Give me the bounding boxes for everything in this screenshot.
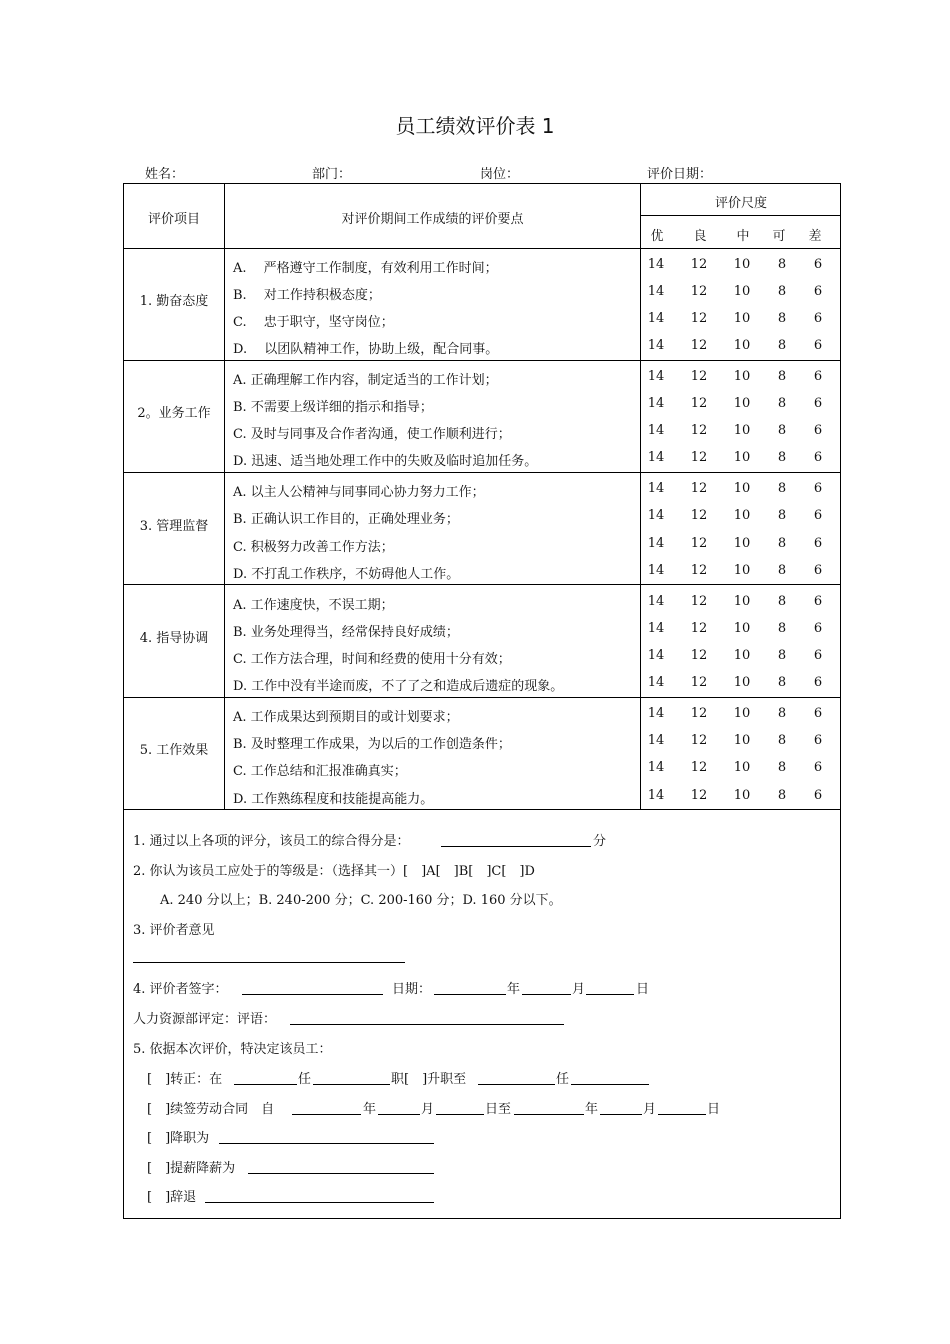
score-option[interactable]: 10 [733,257,751,272]
score-option[interactable]: 8 [777,675,787,690]
grade-fair: 可 [772,229,786,244]
score-option[interactable]: 8 [777,481,787,496]
department-label: 部门： [312,167,352,182]
score-option[interactable]: 12 [690,423,708,438]
score-option[interactable]: 8 [777,450,787,465]
year-field[interactable] [434,994,506,995]
score-option[interactable]: 8 [777,508,787,523]
signature-label: 4. 评价者签字： [133,982,228,997]
score-option[interactable]: 10 [733,733,751,748]
evaluation-point: B. 业务处理得当，经常保持良好成绩； [233,625,459,640]
score-option[interactable]: 6 [813,675,823,690]
promote-position-field[interactable] [571,1084,649,1085]
score-option[interactable]: 6 [813,563,823,578]
evaluation-point: A. 工作速度快，不误工期； [233,598,394,613]
score-option[interactable]: 14 [647,396,665,411]
renew-from-month-label: 月 [421,1102,435,1117]
score-option[interactable]: 14 [647,284,665,299]
score-option[interactable]: 10 [733,369,751,384]
score-option[interactable]: 8 [777,311,787,326]
score-option[interactable]: 12 [690,369,708,384]
evaluation-point: C. 积极努力改善工作方法； [233,540,394,555]
score-option[interactable]: 14 [647,257,665,272]
renew-from-month-field[interactable] [378,1114,420,1115]
score-option[interactable]: 14 [647,369,665,384]
grade-poor: 差 [808,229,822,244]
score-option[interactable]: 14 [647,563,665,578]
score-option[interactable]: 10 [733,481,751,496]
decision-label: 5. 依据本次评价，特决定该员工： [133,1042,332,1057]
section-title: 2。业务工作 [137,406,211,421]
renew-to-year-field[interactable] [514,1114,584,1115]
year-label: 年 [507,982,521,997]
score-option[interactable]: 10 [733,788,751,803]
score-option[interactable]: 10 [733,338,751,353]
score-option[interactable]: 6 [813,481,823,496]
score-option[interactable]: 6 [813,788,823,803]
score-option[interactable]: 14 [647,450,665,465]
score-option[interactable]: 12 [690,594,708,609]
score-option[interactable]: 10 [733,311,751,326]
divider [123,697,841,698]
divider [640,215,841,216]
score-option[interactable]: 10 [733,594,751,609]
section-title: 5. 工作效果 [139,743,209,758]
evaluation-point: D. 以团队精神工作，协助上级，配合同事。 [233,342,499,357]
score-option[interactable]: 6 [813,257,823,272]
score-option[interactable]: 6 [813,396,823,411]
regularize-option[interactable]: [ ]转正：在 [147,1072,223,1087]
renew-from-year-label: 年 [363,1102,377,1117]
divider [123,472,841,473]
score-option[interactable]: 12 [690,760,708,775]
score-option[interactable]: 8 [777,423,787,438]
divider [123,360,841,361]
grade-good: 良 [693,229,707,244]
regularize-position-field[interactable] [313,1084,390,1085]
score-option[interactable]: 14 [647,423,665,438]
demote-option[interactable]: [ ]降职为 [147,1131,210,1146]
scale-header: 评价尺度 [714,196,767,211]
hr-comment-label: 人力资源部评定：评语： [133,1012,277,1027]
score-option[interactable]: 8 [777,648,787,663]
evaluation-point: D. 不打乱工作秩序，不妨碍他人工作。 [233,567,460,582]
score-option[interactable]: 10 [733,648,751,663]
score-option[interactable]: 8 [777,621,787,636]
score-option[interactable]: 6 [813,648,823,663]
score-option[interactable]: 6 [813,284,823,299]
name-label: 姓名： [145,167,185,182]
divider [123,584,841,585]
score-option[interactable]: 12 [690,338,708,353]
score-option[interactable]: 12 [690,481,708,496]
regularize-dept-field[interactable] [234,1084,297,1085]
score-option[interactable]: 6 [813,594,823,609]
evaluation-point: A. 正确理解工作内容，制定适当的工作计划； [233,373,498,388]
score-option[interactable]: 6 [813,706,823,721]
day-field[interactable] [586,994,634,995]
promote-position-label: 任 [556,1072,570,1087]
score-option[interactable]: 14 [647,594,665,609]
renew-to-month-field[interactable] [600,1114,642,1115]
score-option[interactable]: 6 [813,423,823,438]
score-option[interactable]: 12 [690,563,708,578]
evaluation-point: A. 工作成果达到预期目的或计划要求； [233,710,459,725]
evaluation-point: D. 工作中没有半途而废，不了了之和造成后遗症的现象。 [233,679,564,694]
score-option[interactable]: 10 [733,563,751,578]
score-option[interactable]: 8 [777,788,787,803]
score-option[interactable]: 12 [690,621,708,636]
score-option[interactable]: 14 [647,621,665,636]
total-score-field[interactable] [441,846,591,847]
score-option[interactable]: 10 [733,536,751,551]
renew-to-month-label: 月 [643,1102,657,1117]
evaluation-point: A. 严格遵守工作制度，有效利用工作时间； [233,261,498,276]
salary-adjust-field[interactable] [248,1173,434,1174]
score-option[interactable]: 8 [777,760,787,775]
score-option[interactable]: 14 [647,648,665,663]
demote-field[interactable] [219,1143,434,1144]
dismiss-option[interactable]: [ ]辞退 [147,1190,197,1205]
score-option[interactable]: 10 [733,760,751,775]
score-option[interactable]: 10 [733,396,751,411]
divider [123,248,841,249]
score-option[interactable]: 14 [647,481,665,496]
date-label: 日期： [392,982,432,997]
hr-comment-field[interactable] [290,1024,564,1025]
score-option[interactable]: 6 [813,338,823,353]
renew-from-day-field[interactable] [436,1114,484,1115]
renew-to-year-label: 年 [585,1102,599,1117]
score-option[interactable]: 10 [733,621,751,636]
evaluation-point: C. 工作总结和汇报准确真实； [233,764,407,779]
score-option[interactable]: 8 [777,284,787,299]
score-option[interactable]: 8 [777,257,787,272]
score-option[interactable]: 8 [777,338,787,353]
total-score-unit: 分 [593,834,607,849]
evaluation-point: B. 对工作持积极态度； [233,288,381,303]
score-option[interactable]: 14 [647,733,665,748]
grade-excellent: 优 [650,229,664,244]
score-option[interactable]: 8 [777,396,787,411]
divider [224,183,225,809]
evaluation-point: B. 及时整理工作成果，为以后的工作创造条件； [233,737,511,752]
section-title: 3. 管理监督 [139,519,209,534]
score-option[interactable]: 10 [733,450,751,465]
score-option[interactable]: 10 [733,706,751,721]
grade-question: 2. 你认为该员工应处于的等级是：（选择其一）[ ]A[ ]B[ ]C[ ]D [133,864,535,879]
day-label: 日 [636,982,650,997]
score-option[interactable]: 12 [690,675,708,690]
grade-average: 中 [736,229,750,244]
score-option[interactable]: 6 [813,450,823,465]
evaluation-date-label: 评价日期： [647,167,713,182]
position-label: 岗位： [480,167,520,182]
score-option[interactable]: 14 [647,706,665,721]
score-option[interactable]: 10 [733,675,751,690]
score-option[interactable]: 14 [647,311,665,326]
score-option[interactable]: 6 [813,536,823,551]
score-option[interactable]: 14 [647,788,665,803]
evaluation-point: D. 工作熟练程度和技能提高能力。 [233,792,434,807]
score-option[interactable]: 10 [733,284,751,299]
score-option[interactable]: 6 [813,760,823,775]
score-option[interactable]: 8 [777,594,787,609]
renew-contract-option[interactable]: [ ]续签劳动合同 自 [147,1102,275,1117]
score-option[interactable]: 12 [690,311,708,326]
score-option[interactable]: 6 [813,508,823,523]
dismiss-field[interactable] [205,1202,434,1203]
promote-dept-field[interactable] [478,1084,555,1085]
renew-to-day-label: 日 [707,1102,721,1117]
signature-field[interactable] [242,994,383,995]
section-title: 4. 指导协调 [139,631,209,646]
score-option[interactable]: 14 [647,508,665,523]
score-option[interactable]: 8 [777,706,787,721]
score-option[interactable]: 10 [733,508,751,523]
evaluation-point: D. 迅速、适当地处理工作中的失败及临时追加任务。 [233,454,538,469]
score-option[interactable]: 14 [647,675,665,690]
score-option[interactable]: 6 [813,311,823,326]
evaluation-point: C. 及时与同事及合作者沟通，使工作顺利进行； [233,427,511,442]
grade-note: A. 240 分以上；B. 240-200 分；C. 200-160 分；D. 160 分以下。 [160,893,562,908]
score-option[interactable]: 12 [690,788,708,803]
section-title: 1. 勤奋态度 [139,294,209,309]
evaluation-point: B. 正确认识工作目的，正确处理业务； [233,512,459,527]
total-score-question: 1. 通过以上各项的评分，该员工的综合得分是： [133,834,410,849]
evaluation-point: A. 以主人公精神与同事同心协力努力工作； [233,485,485,500]
month-field[interactable] [522,994,571,995]
regularize-position-label: 任 [298,1072,312,1087]
evaluation-point: C. 忠于职守，坚守岗位； [233,315,394,330]
opinion-field[interactable] [133,962,405,963]
renew-to-label: 日至 [485,1102,512,1117]
score-option[interactable]: 12 [690,450,708,465]
score-option[interactable]: 6 [813,369,823,384]
renew-to-day-field[interactable] [658,1114,706,1115]
salary-adjust-option[interactable]: [ ]提薪降薪为 [147,1161,236,1176]
score-option[interactable]: 12 [690,648,708,663]
points-column-header: 对评价期间工作成绩的评价要点 [341,212,524,227]
score-option[interactable]: 14 [647,536,665,551]
score-option[interactable]: 8 [777,563,787,578]
score-option[interactable]: 12 [690,396,708,411]
score-option[interactable]: 12 [690,706,708,721]
score-option[interactable]: 6 [813,621,823,636]
month-label: 月 [572,982,586,997]
score-option[interactable]: 12 [690,733,708,748]
score-option[interactable]: 6 [813,733,823,748]
promote-option[interactable]: 职[ ]升职至 [391,1072,467,1087]
score-option[interactable]: 8 [777,733,787,748]
item-column-header: 评价项目 [147,212,200,227]
score-option[interactable]: 14 [647,760,665,775]
evaluation-point: C. 工作方法合理，时间和经费的使用十分有效； [233,652,511,667]
divider [123,809,841,810]
score-option[interactable]: 12 [690,508,708,523]
opinion-label: 3. 评价者意见 [133,923,215,938]
score-option[interactable]: 12 [690,257,708,272]
evaluation-point: B. 不需要上级详细的指示和指导； [233,400,433,415]
renew-from-year-field[interactable] [292,1114,361,1115]
score-option[interactable]: 12 [690,284,708,299]
score-option[interactable]: 14 [647,338,665,353]
score-option[interactable]: 12 [690,536,708,551]
score-option[interactable]: 8 [777,536,787,551]
score-option[interactable]: 10 [733,423,751,438]
page-title: 员工绩效评价表 1 [395,114,555,138]
score-option[interactable]: 8 [777,369,787,384]
